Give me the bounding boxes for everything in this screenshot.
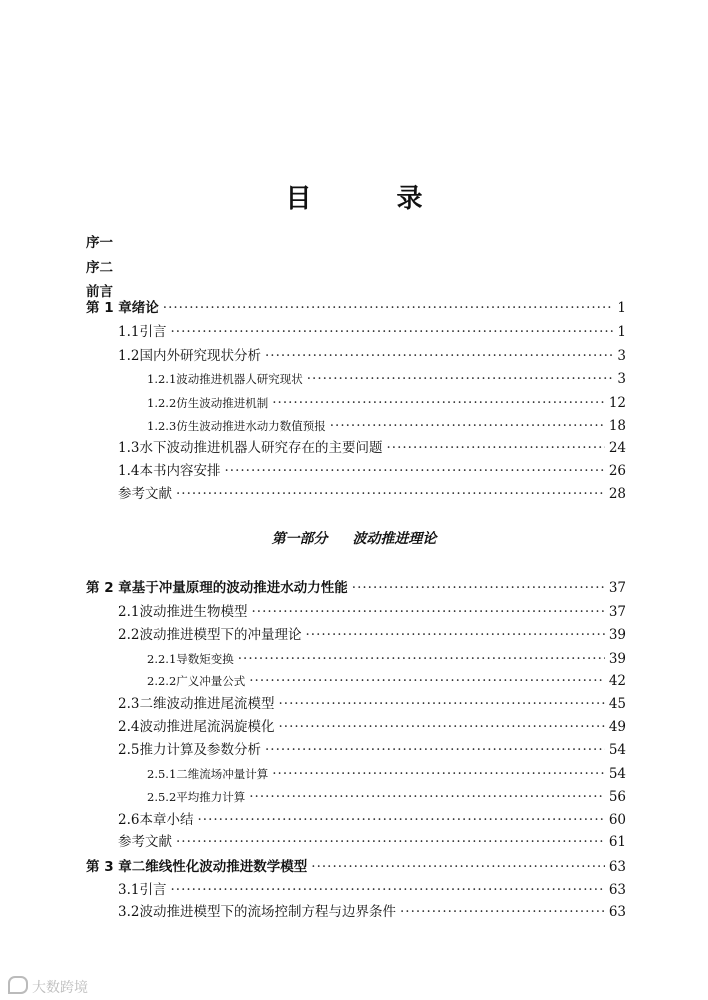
- toc-title: 本章小结: [139, 812, 194, 828]
- toc-page-number: 61: [608, 834, 626, 850]
- watermark-text: 大数跨境: [32, 980, 88, 996]
- toc-leader-dots: [170, 322, 613, 342]
- toc-row[interactable]: [0, 484, 708, 504]
- toc-title: 仿生波动推进机制: [176, 396, 269, 410]
- toc-row[interactable]: [0, 393, 708, 413]
- page-title: 目 录: [285, 184, 461, 214]
- toc-number: 3.1: [118, 882, 140, 898]
- toc-number: 2.2: [118, 627, 140, 643]
- toc-row[interactable]: [0, 649, 708, 669]
- toc-row[interactable]: [0, 787, 708, 807]
- toc-number: 1.3: [118, 440, 140, 456]
- toc-row[interactable]: [0, 810, 708, 830]
- toc-title: 绪论: [131, 300, 159, 316]
- toc-title: 本书内容安排: [139, 463, 221, 479]
- toc-number: 1.2: [118, 348, 140, 364]
- toc-row[interactable]: [0, 694, 708, 714]
- toc-number: 2.2.2: [147, 674, 177, 688]
- toc-leader-dots: [278, 694, 604, 714]
- toc-number: 第 1 章: [86, 300, 132, 316]
- toc-page-number: 39: [608, 651, 626, 667]
- toc-title: 引言: [139, 882, 167, 898]
- toc-title: 波动推进模型下的流场控制方程与边界条件: [139, 904, 396, 920]
- toc-row[interactable]: [0, 438, 708, 458]
- toc-title: 国内外研究现状分析: [139, 348, 261, 364]
- toc-title: 基于冲量原理的波动推进水动力性能: [131, 580, 348, 596]
- toc-leader-dots: [176, 484, 605, 504]
- toc-page-number: 37: [608, 580, 626, 596]
- toc-leader-dots: [386, 438, 604, 458]
- toc-page-number: 26: [608, 463, 626, 479]
- toc-title: 平均推力计算: [176, 790, 246, 804]
- toc-title: 参考文献: [118, 486, 172, 502]
- toc-row[interactable]: [0, 322, 708, 342]
- toc-title: 二维流场冲量计算: [176, 767, 269, 781]
- toc-title: 仿生波动推进水动力数值预报: [176, 419, 326, 433]
- toc-leader-dots: [400, 902, 605, 922]
- watermark-logo-icon: [8, 976, 28, 994]
- toc-page-number: 42: [608, 673, 626, 689]
- toc-leader-dots: [249, 671, 605, 691]
- toc-page-number: 28: [608, 486, 626, 502]
- toc-leader-dots: [197, 810, 604, 830]
- toc-row[interactable]: [0, 832, 708, 852]
- toc-page-number: 1: [617, 324, 626, 340]
- toc-leader-dots: [311, 857, 605, 877]
- part-label: 第一部分: [271, 531, 328, 547]
- toc-title: 二维波动推进尾流模型: [139, 696, 275, 712]
- toc-page-number: 3: [617, 371, 626, 387]
- toc-leader-dots: [251, 602, 604, 622]
- toc-number: 2.1: [118, 604, 140, 620]
- toc-row[interactable]: [0, 346, 708, 366]
- toc-page-number: 63: [608, 859, 626, 875]
- toc-title: 二维线性化波动推进数学模型: [131, 859, 308, 875]
- toc-title: 波动推进尾流涡旋模化: [139, 719, 275, 735]
- toc-leader-dots: [265, 740, 605, 760]
- toc-page-number: 54: [608, 742, 626, 758]
- toc-row[interactable]: [0, 578, 708, 598]
- part-title: 波动推进理论: [352, 531, 437, 547]
- toc-leader-dots: [307, 369, 614, 389]
- toc-number: 2.2.1: [147, 652, 177, 666]
- toc-number: 2.3: [118, 696, 140, 712]
- toc-title: 参考文献: [118, 834, 172, 850]
- toc-leader-dots: [238, 649, 605, 669]
- toc-page-number: 63: [608, 882, 626, 898]
- toc-row[interactable]: [0, 671, 708, 691]
- toc-row[interactable]: [0, 902, 708, 922]
- front-matter-foreword[interactable]: 前言: [86, 284, 113, 300]
- toc-leader-dots: [305, 625, 604, 645]
- toc-page-number: 56: [608, 789, 626, 805]
- toc-page-number: 1: [617, 300, 626, 316]
- toc-leader-dots: [224, 461, 604, 481]
- toc-number: 2.5.1: [147, 767, 177, 781]
- toc-page-number: 37: [608, 604, 626, 620]
- toc-row[interactable]: [0, 369, 708, 389]
- toc-number: 第 2 章: [86, 580, 132, 596]
- toc-number: 2.4: [118, 719, 140, 735]
- toc-number: 2.5: [118, 742, 140, 758]
- toc-page-number: 24: [608, 440, 626, 456]
- toc-leader-dots: [170, 880, 604, 900]
- toc-title: 导数矩变换: [176, 652, 234, 666]
- toc-leader-dots: [176, 832, 605, 852]
- toc-number: 3.2: [118, 904, 140, 920]
- toc-page-number: 18: [608, 418, 626, 434]
- front-matter-preface-1[interactable]: 序一: [86, 235, 113, 251]
- toc-row[interactable]: [0, 298, 708, 318]
- toc-row[interactable]: [0, 602, 708, 622]
- toc-leader-dots: [272, 393, 605, 413]
- toc-leader-dots: [249, 787, 605, 807]
- toc-title: 引言: [139, 324, 167, 340]
- toc-leader-dots: [272, 764, 605, 784]
- toc-page-number: 45: [608, 696, 626, 712]
- toc-leader-dots: [265, 346, 613, 366]
- toc-title: 波动推进生物模型: [139, 604, 248, 620]
- toc-leader-dots: [352, 578, 605, 598]
- part-heading: [0, 528, 708, 548]
- toc-page-number: 60: [608, 812, 626, 828]
- toc-page-number: 39: [608, 627, 626, 643]
- toc-number: 1.1: [118, 324, 140, 340]
- toc-number: 1.2.2: [147, 396, 177, 410]
- toc-row[interactable]: [0, 857, 708, 877]
- toc-page-number: 49: [608, 719, 626, 735]
- toc-row[interactable]: [0, 764, 708, 784]
- toc-number: 2.5.2: [147, 790, 177, 804]
- watermark: [8, 976, 88, 997]
- toc-title: 波动推进模型下的冲量理论: [139, 627, 302, 643]
- toc-title: 波动推进机器人研究现状: [176, 372, 303, 386]
- toc-number: 1.2.3: [147, 419, 177, 433]
- toc-row[interactable]: [0, 880, 708, 900]
- toc-title: 广义冲量公式: [176, 674, 246, 688]
- toc-number: 1.2.1: [147, 372, 177, 386]
- toc-page-number: 12: [608, 395, 626, 411]
- toc-title: 水下波动推进机器人研究存在的主要问题: [139, 440, 383, 456]
- toc-page-number: 54: [608, 766, 626, 782]
- toc-row[interactable]: [0, 416, 708, 436]
- toc-title: 推力计算及参数分析: [139, 742, 261, 758]
- toc-number: 1.4: [118, 463, 140, 479]
- toc-row[interactable]: [0, 717, 708, 737]
- toc-row[interactable]: [0, 625, 708, 645]
- toc-leader-dots: [330, 416, 605, 436]
- toc-leader-dots: [278, 717, 604, 737]
- toc-row[interactable]: [0, 461, 708, 481]
- toc-number: 2.6: [118, 812, 140, 828]
- toc-leader-dots: [163, 298, 614, 318]
- front-matter-preface-2[interactable]: 序二: [86, 260, 113, 276]
- toc-row[interactable]: [0, 740, 708, 760]
- toc-page-number: 63: [608, 904, 626, 920]
- toc-number: 第 3 章: [86, 859, 132, 875]
- toc-page-number: 3: [617, 348, 626, 364]
